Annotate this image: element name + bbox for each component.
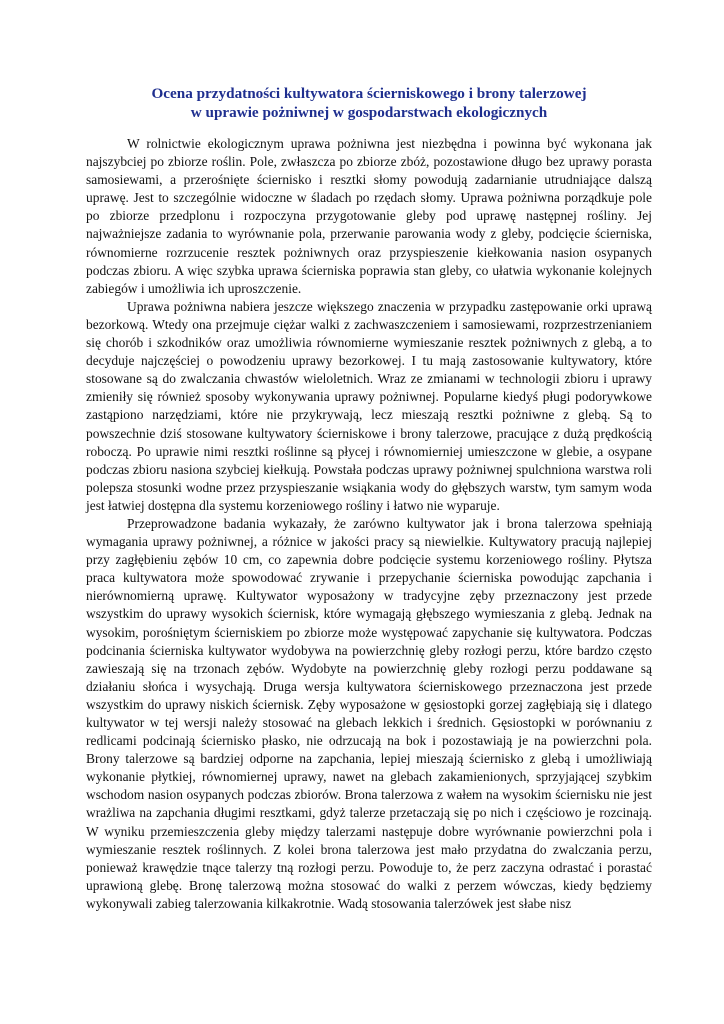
paragraph-1: W rolnictwie ekologicznym uprawa pożniwna jest niezbędna i powinna być wykonana jak najszybciej po zbiorze roślin. Pole, zwłaszcza po zbiorze zbóż, pozostawione długo bez uprawy porasta samosiewami, a przerośnięte ściernisko i resztki słomy powodują zadarnianie utrudniające dalszą uprawę. Jest to szczególnie widoczne w śladach po rzędach słomy. Uprawa pożniwna porządkuje pole po zbiorze przedplonu i rozpoczyna przygotowanie gleby pod uprawę następnej rośliny. Jej najważniejsze zadania to wyrównanie pola, przerwanie parowania wody z gleby, podcięcie ścierniska, równomierne rozrzucenie resztek pożniwnych oraz przyspieszenie kiełkowania nasion osypanych podczas zbioru. A więc szybka uprawa ścierniska poprawia stan gleby, co ułatwia wykonanie kolejnych zabiegów i umożliwia ich uproszczenie. — [86, 136, 652, 296]
paragraph-2: Uprawa pożniwna nabiera jeszcze większego znaczenia w przypadku zastępowanie orki uprawą bezorkową. Wtedy ona przejmuje ciężar walki z zachwaszczeniem i samosiewami, rozprzestrzenianiem się chorób i szkodników oraz umożliwia równomierne wymieszanie resztek pożniwnych z glebą, a to decyduje najczęściej o powodzeniu uprawy bezorkowej. I tu mają zastosowanie kultywatory, które stosowane są do zwalczania chwastów wieloletnich. Wraz ze zmianami w technologii zbioru i uprawy zmieniły się również sposoby wykonywania uprawy pożniwnej. Popularne kiedyś pługi podorywkowe zastąpiono narzędziami, które nie przykrywają, lecz mieszają resztki pożniwne z glebą. Są to powszechnie dziś stosowane kultywatory ścierniskowe i brony talerzowe, pracujące z dużą prędkością roboczą. Po uprawie nimi resztki roślinne są płycej i równomierniej umieszczone w glebie, a osypane podczas zbioru nasiona szybciej kiełkują. Powstała podczas uprawy pożniwnej spulchniona warstwa roli polepsza stosunki wodne przez przyspieszanie wsiąkania wody do głębszych warstw, tym samym woda jest łatwiej dostępna dla systemu korzeniowego rośliny i łatwo nie wyparuje. — [86, 298, 652, 513]
title-line-2: w uprawie pożniwnej w gospodarstwach ekologicznych — [190, 104, 548, 121]
body-text — [86, 135, 652, 913]
paragraph-3: Przeprowadzone badania wykazały, że zarówno kultywator jak i brona talerzowa spełniają wymagania uprawy pożniwnej, a różnice w jakości pracy są niewielkie. Kultywatory pracują najlepiej przy zagłębieniu zębów 10 cm, co zapewnia dobre podcięcie systemu korzeniowego rośliny. Płytsza praca kultywatora może spowodować zrywanie i przepychanie ścierniska powodując zapchania i nierównomierną uprawę. Kultywator wyposażony w tradycyjne zęby przeznaczony jest przede wszystkim do uprawy wysokich ściernisk, które wymagają głębszego wymieszania z glebą. Jednak na wysokim, porośniętym ścierniskiem po zbiorze może występować zapychanie się kultywatora. Podczas podcinania ścierniska kultywator wydobywa na powierzchnię gleby rozłogi perzu, które bardzo często zawieszają się na trzonach zębów. Wydobyte na powierzchnię gleby rozłogi perzu poddawane są działaniu słońca i wysychają. Druga wersja kultywatora ścierniskowego przeznaczona jest przede wszystkim do uprawy niskich ściernisk. Zęby wyposażone w gęsiostopki gorzej zagłębiają się i dlatego kultywator w tej wersji należy stosować na glebach lekkich i średnich. Gęsiostopki w porównaniu z redlicami podcinają ściernisko płasko, nie odrzucają na bok i pozostawiają je na powierzchni pola. Brony talerzowe są bardziej odporne na zapchania, lepiej mieszają ściernisko z glebą i umożliwiają wykonanie płytkiej, równomiernej uprawy, nawet na glebach zakamienionych, sprzyjającej szybkim wschodom nasion osypanych podczas zbiorów. Brona talerzowa z wałem na wysokim ściernisku nie jest wrażliwa na zapchania długimi resztkami, gdyż talerze przetaczają się po nich i częściowo je rozcinają. W wyniku przemieszczenia gleby między talerzami następuje dobre wyrównanie powierzchni pola i wymieszanie resztek roślinnych. Z kolei brona talerzowa jest mało przydatna do zwalczania perzu, ponieważ krawędzie tnące talerzy tną rozłogi perzu. Powoduje to, że perz zaczyna odrastać i porastać uprawioną glebę. Bronę talerzową można stosować do walki z perzem wówczas, kiedy będziemy wykonywali zabieg talerzowania kilkakrotnie. Wadą stosowania talerzówek jest słabe nisz — [86, 515, 652, 911]
document-title — [86, 84, 652, 122]
title-line-1: Ocena przydatności kultywatora ścierniskowego i brony talerzowej — [151, 85, 587, 102]
document-page — [86, 84, 652, 913]
